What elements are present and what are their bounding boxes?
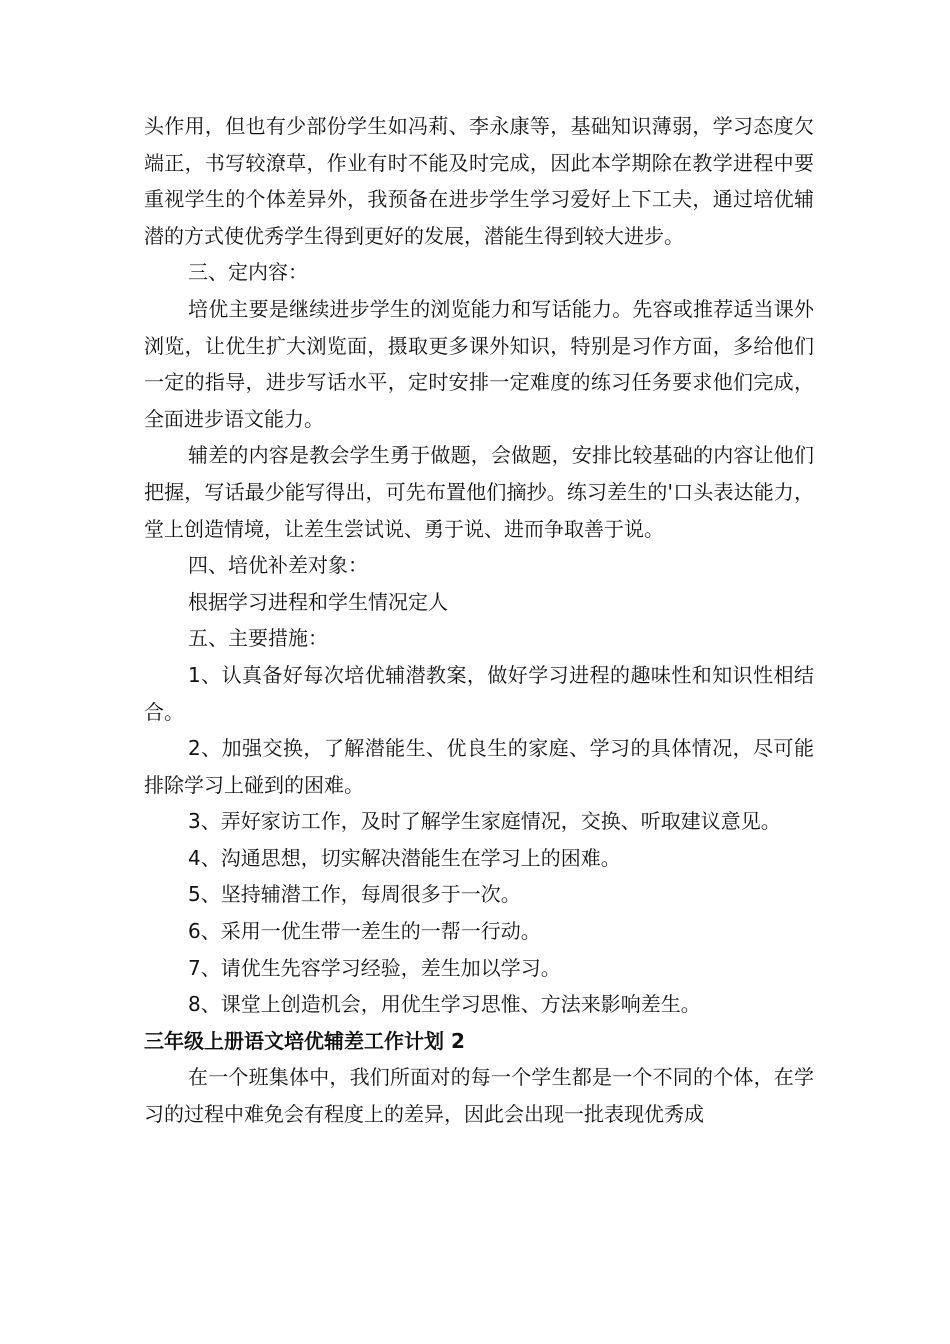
document-body bbox=[144, 108, 814, 1133]
measure-item: 6、采用一优生带一差生的一帮一行动。 bbox=[188, 919, 541, 944]
measure-item: 5、坚持辅潜工作，每周很多于一次。 bbox=[188, 882, 521, 907]
paragraph-targets: 根据学习进程和学生情况定人 bbox=[188, 589, 448, 614]
paragraph-weak-students-content: 辅差的内容是教会学生勇于做题，会做题，安排比较基础的内容让他们把握，写话最少能写得出，可先布置他们摘抄。练习差生的'口头表达能力，堂上创造情境，让差生尝试说、勇于说、进而争取善于说。 bbox=[144, 443, 814, 541]
measure-item: 4、沟通思想，切实解决潜能生在学习上的困难。 bbox=[188, 845, 621, 870]
measure-item: 8、课堂上创造机会，用优生学习思惟、方法来影响差生。 bbox=[188, 992, 701, 1017]
measure-item: 1、认真备好每次培优辅潜教案，做好学习进程的趣味性和知识性相结合。 bbox=[144, 662, 814, 724]
paragraph-section2-intro: 在一个班集体中，我们所面对的每一个学生都是一个不同的个体，在学习的过程中难免会有程度上的差异，因此会出现一批表现优秀成 bbox=[144, 1065, 814, 1127]
heading-define-content: 三、定内容： bbox=[188, 260, 308, 285]
heading-measures: 五、主要措施： bbox=[188, 626, 328, 651]
measure-item: 7、请优生先容学习经验，差生加以学习。 bbox=[188, 955, 561, 980]
section-title-plan-2: 三年级上册语文培优辅差工作计划 2 bbox=[144, 1028, 465, 1053]
measure-item: 3、弄好家访工作，及时了解学生家庭情况，交换、听取建议意见。 bbox=[188, 809, 781, 834]
heading-targets: 四、培优补差对象： bbox=[188, 553, 368, 578]
paragraph-continuation: 头作用，但也有少部份学生如冯莉、李永康等，基础知识薄弱，学习态度欠端正，书写较潦草，作业有时不能及时完成，因此本学期除在教学进程中要重视学生的个体差异外，我预备在进步学生学习爱好上下工夫，通过培优辅潜的方式使优秀学生得到更好的发展，潜能生得到较大进步。 bbox=[144, 114, 814, 248]
measure-item: 2、加强交换，了解潜能生、优良生的家庭、学习的具体情况，尽可能排除学习上碰到的困难。 bbox=[144, 736, 814, 797]
paragraph-top-students-content: 培优主要是继续进步学生的浏览能力和写话能力。先容或推荐适当课外浏览，让优生扩大浏览面，摄取更多课外知识，特别是习作方面，多给他们一定的指导，进步写话水平，定时安排一定难度的练习任务要求他们完成，全面进步语文能力。 bbox=[144, 296, 814, 431]
